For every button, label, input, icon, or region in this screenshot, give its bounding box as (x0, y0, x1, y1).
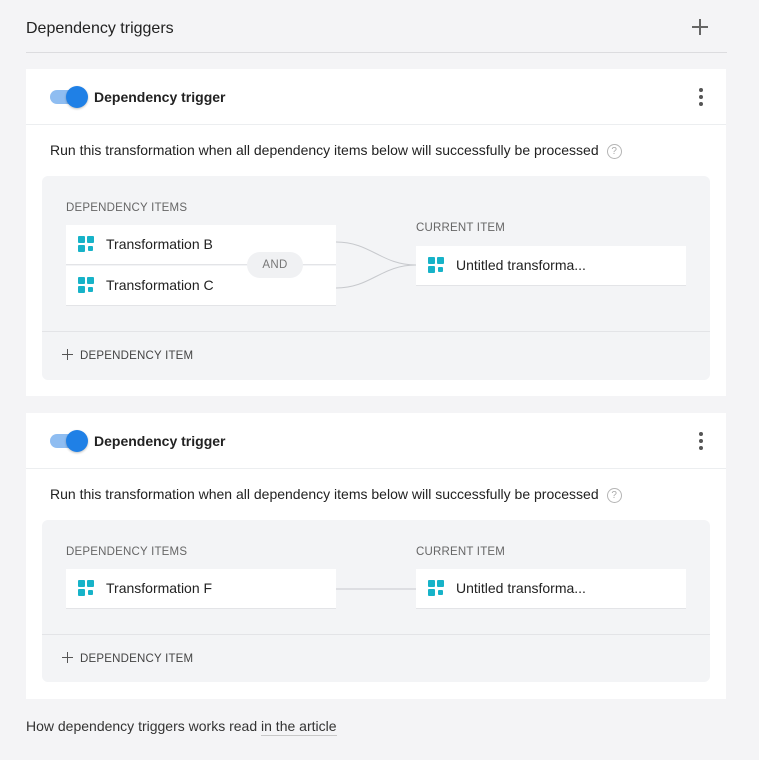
footer-note (26, 718, 337, 734)
section-header (26, 0, 727, 53)
dependency-panel (42, 520, 710, 682)
current-item-label: CURRENT ITEM (416, 546, 506, 558)
panel-footer (42, 634, 710, 682)
connector-lines (336, 236, 416, 296)
add-dependency-item-button[interactable] (62, 652, 193, 665)
more-options-icon[interactable] (698, 88, 704, 106)
dependency-items-label: DEPENDENCY ITEMS (66, 202, 188, 214)
dependency-item-label: Transformation F (106, 580, 213, 596)
trigger-card-header (26, 413, 726, 469)
section-title: Dependency triggers (26, 20, 174, 37)
add-trigger-button[interactable] (691, 18, 709, 36)
trigger-title: Dependency trigger (94, 433, 226, 449)
current-item[interactable] (416, 246, 686, 286)
trigger-toggle[interactable] (50, 86, 88, 108)
trigger-card (26, 69, 726, 396)
add-dependency-label: DEPENDENCY ITEM (80, 653, 194, 665)
and-operator-badge: AND (247, 252, 303, 278)
transformation-icon (428, 580, 444, 596)
dependency-item-label: Transformation C (106, 277, 214, 293)
dependency-panel (42, 176, 710, 380)
transformation-icon (78, 236, 94, 252)
trigger-description (50, 486, 622, 503)
plus-icon (62, 349, 73, 360)
plus-icon (62, 652, 73, 663)
trigger-card-header (26, 69, 726, 125)
transformation-icon (78, 277, 94, 293)
add-dependency-label: DEPENDENCY ITEM (80, 350, 194, 362)
current-item-label: CURRENT ITEM (416, 222, 506, 234)
description-text: Run this transformation when all dependency items below will successfully be processed (50, 486, 599, 502)
dependency-items-label: DEPENDENCY ITEMS (66, 546, 188, 558)
transformation-icon (78, 580, 94, 596)
trigger-title: Dependency trigger (94, 89, 226, 105)
add-dependency-item-button[interactable] (62, 349, 193, 362)
current-item-label-text: Untitled transforma... (456, 257, 586, 273)
dependency-item-label: Transformation B (106, 236, 213, 252)
panel-footer (42, 331, 710, 379)
connector-line (336, 580, 416, 600)
help-icon[interactable]: ? (607, 488, 622, 503)
trigger-toggle[interactable] (50, 430, 88, 452)
trigger-card (26, 413, 726, 699)
transformation-icon (428, 257, 444, 273)
dependency-item[interactable] (66, 569, 336, 609)
more-options-icon[interactable] (698, 432, 704, 450)
help-icon[interactable]: ? (607, 144, 622, 159)
footer-text: How dependency triggers works read (26, 718, 262, 734)
current-item[interactable] (416, 569, 686, 609)
trigger-description (50, 142, 622, 159)
description-text: Run this transformation when all dependency items below will successfully be processed (50, 142, 599, 158)
article-link[interactable]: in the article (261, 718, 337, 734)
current-item-label-text: Untitled transforma... (456, 580, 586, 596)
